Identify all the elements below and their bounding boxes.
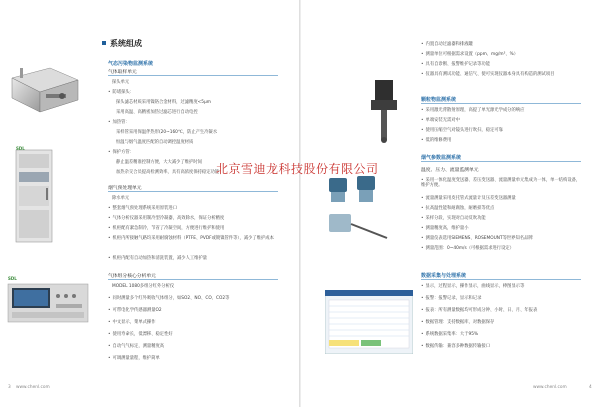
pre-line: • 机柜内所接触气路均采用耐腐蚀材料（PTFE、PVDF或镀镍管件等），减少了维护成本: [108, 236, 276, 241]
pre-line: 除水单元: [112, 196, 130, 201]
divider: [421, 103, 581, 104]
pre-line: • 机柜内配有自动加热和清洗装置，减少人工维护量: [108, 256, 207, 261]
top-line: • 内置自动过滤器和排液罐: [421, 42, 473, 47]
left-page: [0, 0, 299, 407]
analysis-line: • 自动气气标定，测量精度高: [108, 344, 164, 349]
divider: [421, 279, 581, 280]
dust-line: • 单端安装无需对中: [421, 118, 460, 123]
page-number: 4: [589, 385, 592, 390]
gas-line: • 防堵探头：: [108, 90, 134, 95]
pre-line: • 整套烟气预处理系统采用原装进口: [108, 206, 177, 211]
analysis-line: • 使用寿命长，低漂移、稳定性好: [108, 332, 173, 337]
dust-line: • 采用激光背散射原理，高提了单光源光学成分的响应: [421, 108, 524, 113]
gas-line: 恒温与烟气温度匹配的自动调控温度材质: [116, 140, 194, 145]
dust-monitor-image: [361, 74, 411, 146]
analysis-line: • 可带电化学传感器测量O2: [108, 308, 162, 313]
section-pretreatment-heading: 烟气预处理单元: [108, 186, 142, 191]
page-number: 3: [8, 385, 11, 390]
analyzer-logo: SDL: [8, 276, 17, 281]
footer-url: www.chenl.com: [533, 385, 567, 390]
flue-line: • 采用一体化温度变送器、差压变送器、流量测量单元集成为一体，单一结构设备，维护方便。: [421, 178, 581, 188]
gas-line: 采用高温、高精密加热过滤芯进行自动电控: [116, 110, 198, 115]
analyzer-model: MODEL 1080多组分红外分析仪: [112, 284, 175, 289]
gas-line: • 加热管：: [108, 120, 130, 125]
divider: [421, 161, 581, 162]
gas-line: 静止温差精准控制方便，大大减少了维护时间: [116, 160, 202, 165]
flue-line: • 流量测量采用皮托管式流量计及压差变送器测量: [421, 196, 516, 201]
gas-line: 加热杂交合员提高检测效率，具有高浓度保持稳定功能: [116, 170, 220, 175]
das-line: • 系统数据采集率：大于95%: [421, 332, 478, 337]
analyzer-cabinet-image: [14, 148, 56, 246]
footer-url: www.chenl.com: [16, 385, 50, 390]
section-das-heading: 数据采集与处理系统: [421, 273, 467, 279]
gas-line: 探头滤芯材质采用镍铬合金材料，过滤精度<5μm: [116, 100, 211, 105]
watermark-text: 北京雪迪龙科技股份有限公司: [216, 162, 379, 176]
divider: [108, 191, 278, 192]
top-line: • 具有自诊断、报警维护记录等功能: [421, 62, 490, 67]
divider: [108, 75, 278, 76]
section-gas-monitoring-heading: 气态污染物监测系统: [108, 61, 154, 67]
flue-line: • 测量范围：0~40m/s（可根据需求进行设定）: [421, 246, 514, 251]
gas-line: • 保护方管：: [108, 150, 134, 155]
das-line: • 显示，过程显示，操作显示，曲线显示，棒图显示等: [421, 284, 524, 289]
flow-instrument-image: [321, 168, 391, 248]
gas-line: 采样管采用保温伴热形(20~160℃，防止产生冷凝水: [116, 130, 218, 135]
dust-line: • 使用压缩空气对镜头进行吹扫，稳定可靠: [421, 128, 503, 133]
probe-image: [6, 64, 86, 118]
section-flue-params-heading: 烟气参数监测系统: [421, 155, 462, 161]
flue-line: • 测量精度高，维护量小: [421, 226, 469, 231]
pre-line: • 气体分析仪器采用制冷型冷凝器，高效除水，保证分析精度: [108, 216, 224, 221]
analyzer-image: [6, 282, 92, 326]
flue-line: • 测量仪表选用SIEMENS、ROSEMOUNT等世界知名品牌: [421, 236, 533, 241]
right-page: [301, 0, 600, 407]
dust-line: • 低的维修费用: [421, 138, 451, 143]
das-line: • 数据传输：兼容多种数据传输接口: [421, 344, 490, 349]
top-line: • 仪器具有测试功能、通信气、使可实现仪器本身具有构造的测试项目: [421, 72, 554, 77]
section-analysis-heading: 气体组分核心分析单元: [108, 274, 156, 279]
flue-line: • 采样分段，实现对自动反吹功能: [421, 216, 486, 221]
section-dust-heading: 颗粒物监测系统: [421, 97, 457, 103]
pre-line: • 机柜配有紧急制冷，节省了冷凝空间，方便进行维护和使用: [108, 226, 224, 231]
das-line: • 报表：所有测量数据均可形成分钟、小时、日、月、年报表: [421, 308, 537, 313]
title-square-icon: [102, 41, 106, 45]
analysis-line: • 中文显示，菜单式操作: [108, 320, 156, 325]
cabinet-logo: SDL: [16, 146, 25, 151]
das-line: • 报警：报警记录，显示和记录: [421, 296, 481, 301]
gas-line: 探头单元: [112, 80, 130, 85]
analysis-line: • 同时测量多个红外吸收气体组分，如SO2、NO、CO、CO2等: [108, 296, 229, 301]
section-gas-sampling-sub: 气体取样单元: [108, 70, 137, 75]
software-screenshot-image: [325, 290, 413, 354]
flue-line: • 抗高温性能和耐腐蚀，耐磨损等优点: [421, 206, 494, 211]
top-line: • 测量单位可根据需求设置（ppm、mg/m³、%）: [421, 52, 518, 57]
page-title: 系统组成: [110, 39, 142, 48]
das-line: • 数据管理：支持数据库，对数据保存: [421, 320, 494, 325]
flue-params-sub: 温度、压力、流量监测单元: [421, 168, 479, 173]
divider: [108, 279, 278, 280]
analysis-line: • 可调测量量程，维护简单: [108, 356, 160, 361]
